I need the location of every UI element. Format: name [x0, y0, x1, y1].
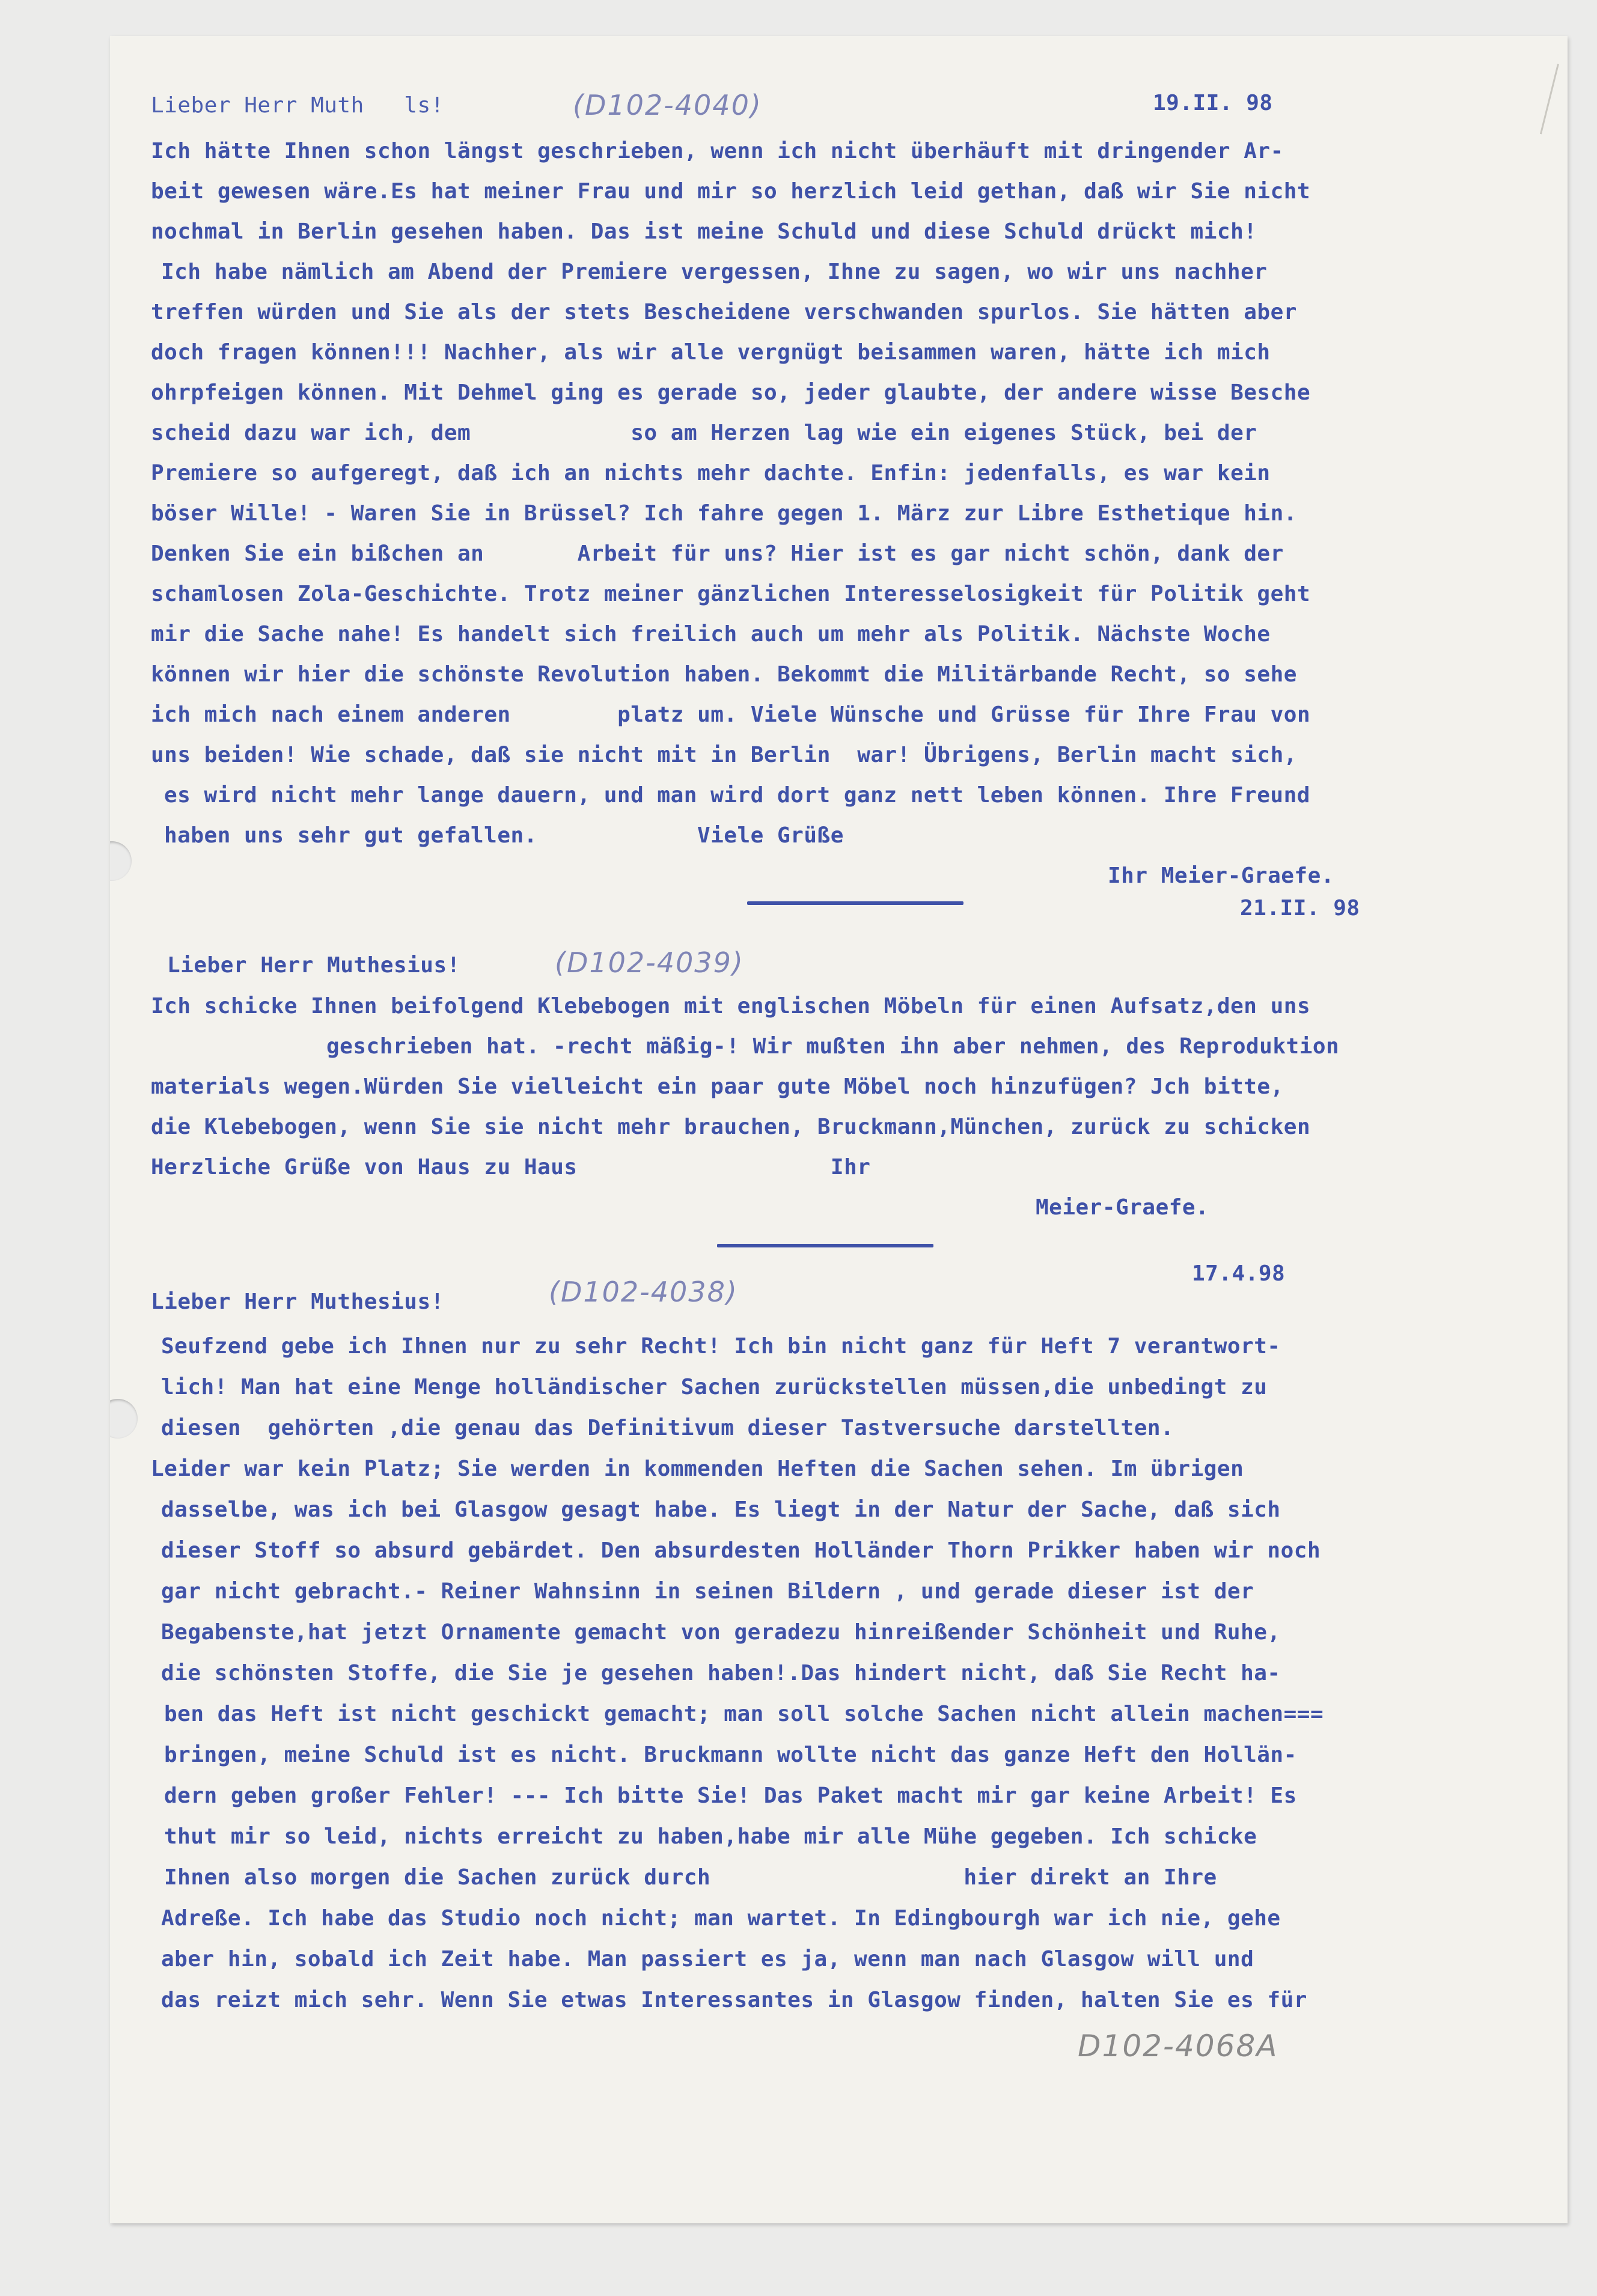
body-line: thut mir so leid, nichts erreicht zu haben,habe mir alle Mühe gegeben. Ich schicke	[164, 1824, 1257, 1849]
greeting: Lieber Herr Muthesius!	[151, 1290, 444, 1314]
body-line: geschrieben hat. -recht mäßig-! Wir mußten ihn aber nehmen, des Reproduktion	[326, 1034, 1340, 1059]
body-line: materials wegen.Würden Sie vielleicht ein paar gute Möbel noch hinzufügen? Jch bitte,	[151, 1074, 1284, 1099]
body-line: Seufzend gebe ich Ihnen nur zu sehr Recht! Ich bin nicht ganz für Heft 7 verantwort-	[161, 1334, 1281, 1359]
separator-rule	[747, 901, 963, 905]
punch-hole	[110, 841, 132, 881]
body-line: doch fragen können!!! Nachher, als wir alle vergnügt beisammen waren, hätte ich mich	[151, 340, 1271, 365]
body-line: können wir hier die schönste Revolution haben. Bekommt die Militärbande Recht, so sehe	[151, 662, 1297, 687]
body-line: die schönsten Stoffe, die Sie je gesehen haben!.Das hindert nicht, daß Sie Recht ha-	[161, 1661, 1281, 1685]
body-line: beit gewesen wäre.Es hat meiner Frau und mir so herzlich leid gethan, daß wir Sie nicht	[151, 179, 1311, 204]
body-line: gar nicht gebracht.- Reiner Wahnsinn in seinen Bildern , und gerade dieser ist der	[161, 1579, 1254, 1604]
body-line: ich mich nach einem anderen platz um. Viele Wünsche und Grüsse für Ihre Frau von	[151, 702, 1311, 727]
body-line: Ich hätte Ihnen schon längst geschrieben, wenn ich nicht überhäuft mit dringender Ar-	[151, 139, 1284, 163]
body-line: treffen würden und Sie als der stets Bescheidene verschwanden spurlos. Sie hätten aber	[151, 300, 1297, 324]
body-line: Herzliche Grüße von Haus zu Haus Ihr	[151, 1155, 871, 1180]
body-line: das reizt mich sehr. Wenn Sie etwas Interessantes in Glasgow finden, halten Sie es für	[161, 1988, 1307, 2012]
body-line: Ich habe nämlich am Abend der Premiere vergessen, Ihne zu sagen, wo wir uns nachher	[161, 260, 1268, 284]
archive-footer-reference: D102-4068A	[1078, 2029, 1278, 2063]
paper-fold-mark	[1516, 58, 1559, 135]
body-line: nochmal in Berlin gesehen haben. Das ist meine Schuld und diese Schuld drückt mich!	[151, 219, 1257, 244]
body-line: lich! Man hat eine Menge holländischer Sachen zurückstellen müssen,die unbedingt zu	[161, 1375, 1268, 1399]
letter-date: 21.II. 98	[1240, 896, 1360, 921]
body-line: ohrpfeigen können. Mit Dehmel ging es gerade so, jeder glaubte, der andere wisse Besche	[151, 380, 1311, 405]
body-line: schamlosen Zola-Geschichte. Trotz meiner gänzlichen Interesselosigkeit für Politik geht	[151, 582, 1311, 606]
archive-reference: (D102-4040)	[573, 89, 762, 121]
punch-hole	[110, 1399, 138, 1439]
body-line: uns beiden! Wie schade, daß sie nicht mit in Berlin war! Übrigens, Berlin macht sich,	[151, 743, 1297, 767]
greeting: Lieber Herr Muth ls!	[151, 93, 444, 118]
body-line: diesen gehörten ,die genau das Definitivum dieser Tastversuche darstellten.	[161, 1416, 1174, 1440]
body-line: scheid dazu war ich, dem so am Herzen lag wie ein eigenes Stück, bei der	[151, 421, 1257, 445]
body-line: Premiere so aufgeregt, daß ich an nichts mehr dachte. Enfin: jedenfalls, es war kein	[151, 461, 1271, 486]
body-line: Leider war kein Platz; Sie werden in kommenden Heften die Sachen sehen. Im übrigen	[151, 1457, 1244, 1481]
body-line: Adreße. Ich habe das Studio noch nicht; man wartet. In Edingbourgh war ich nie, gehe	[161, 1906, 1281, 1931]
archive-reference: (D102-4039)	[555, 946, 744, 979]
body-line: Denken Sie ein bißchen an Arbeit für uns? Hier ist es gar nicht schön, dank der	[151, 541, 1284, 566]
body-line: dern geben großer Fehler! --- Ich bitte Sie! Das Paket macht mir gar keine Arbeit! Es	[164, 1783, 1297, 1808]
archive-reference: (D102-4038)	[549, 1276, 738, 1308]
body-line: Begabenste,hat jetzt Ornamente gemacht von geradezu hinreißender Schönheit und Ruhe,	[161, 1620, 1281, 1645]
body-line: dieser Stoff so absurd gebärdet. Den absurdesten Holländer Thorn Prikker haben wir noch	[161, 1538, 1321, 1563]
body-line: bringen, meine Schuld ist es nicht. Bruckmann wollte nicht das ganze Heft den Hollän-	[164, 1743, 1297, 1767]
greeting: Lieber Herr Muthesius!	[167, 953, 460, 978]
signature: Meier-Graefe.	[1036, 1195, 1209, 1220]
body-line: mir die Sache nahe! Es handelt sich freilich auch um mehr als Politik. Nächste Woche	[151, 622, 1271, 647]
body-line: die Klebebogen, wenn Sie sie nicht mehr brauchen, Bruckmann,München, zurück zu schicken	[151, 1115, 1311, 1139]
signature: Ihr Meier-Graefe.	[1108, 863, 1334, 888]
body-line: Ich schicke Ihnen beifolgend Klebebogen mit englischen Möbeln für einen Aufsatz,den uns	[151, 994, 1311, 1019]
letter-date: 19.II. 98	[1153, 91, 1273, 115]
letter-date: 17.4.98	[1192, 1261, 1286, 1286]
body-line: aber hin, sobald ich Zeit habe. Man passiert es ja, wenn man nach Glasgow will und	[161, 1947, 1254, 1972]
body-line: dasselbe, was ich bei Glasgow gesagt habe. Es liegt in der Natur der Sache, daß sich	[161, 1497, 1281, 1522]
body-line: ben das Heft ist nicht geschickt gemacht; man soll solche Sachen nicht allein machen===	[164, 1702, 1324, 1726]
body-line: böser Wille! - Waren Sie in Brüssel? Ich fahre gegen 1. März zur Libre Esthetique hin.	[151, 501, 1297, 526]
body-line: Ihnen also morgen die Sachen zurück durch hier direkt an Ihre	[164, 1865, 1217, 1890]
body-line: haben uns sehr gut gefallen. Viele Grüße	[164, 823, 844, 848]
separator-rule	[717, 1244, 933, 1247]
letter-sheet	[110, 36, 1568, 2223]
body-line: es wird nicht mehr lange dauern, und man wird dort ganz nett leben können. Ihre Freund	[164, 783, 1310, 808]
